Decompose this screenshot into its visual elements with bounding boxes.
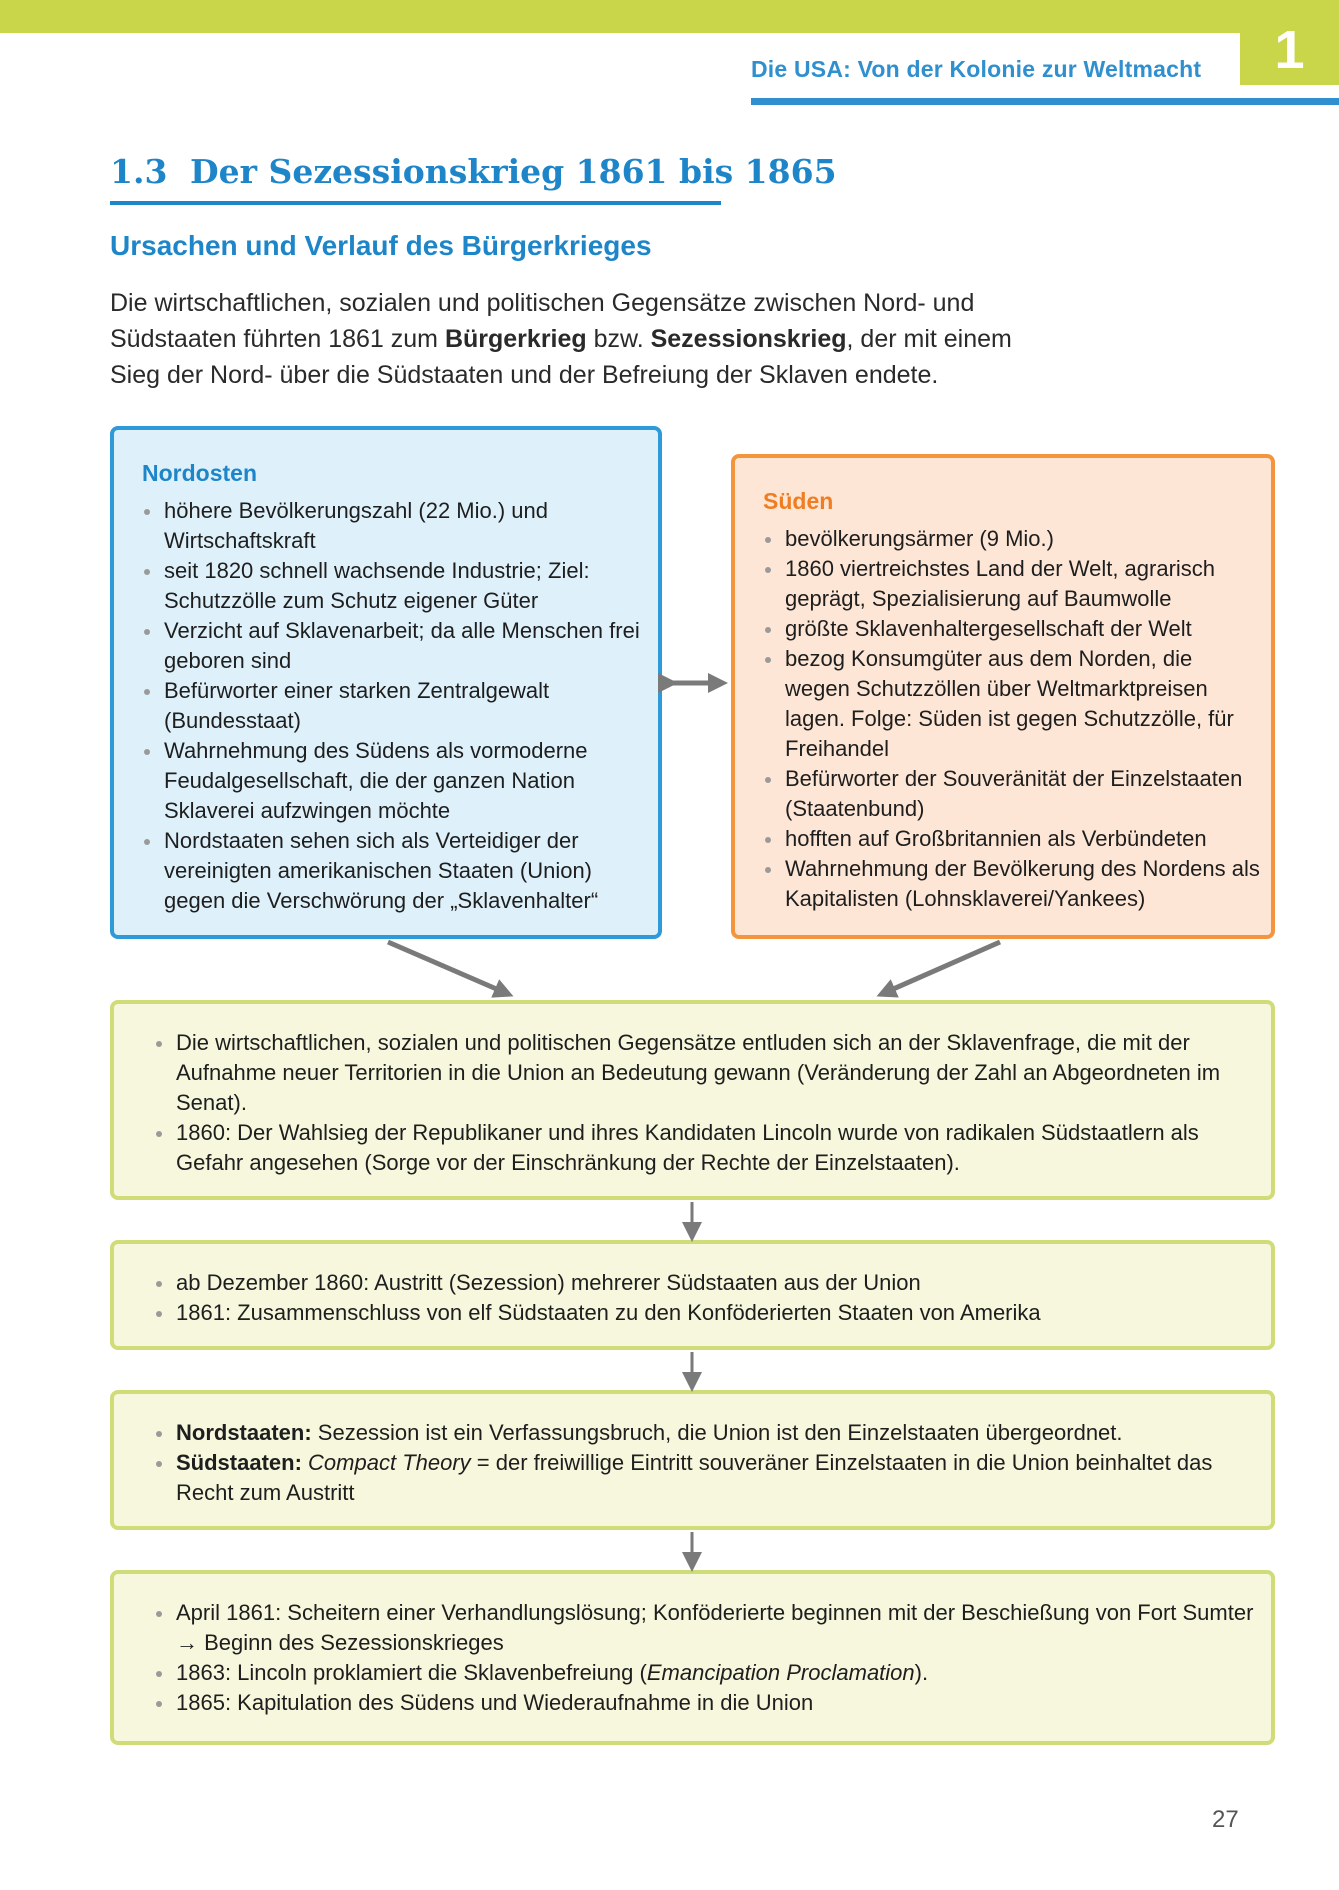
south-heading: Süden — [763, 488, 834, 514]
intro-bold-2: Sezessionskrieg — [650, 325, 847, 353]
list-item: 1860 viertreichstes Land der Welt, agrarisch geprägt, Spezialisierung auf Baumwolle — [763, 554, 1263, 614]
intro-text-2: bzw. — [586, 325, 651, 353]
north-heading: Nordosten — [142, 460, 257, 486]
list-item: Befürworter der Souveränität der Einzelstaaten (Staatenbund) — [763, 764, 1263, 824]
list-item: Wahrnehmung der Bevölkerung des Nordens als Kapitalisten (Lohnsklaverei/Yankees) — [763, 854, 1263, 914]
list-item: Befürworter einer starken Zentralgewalt (Bundesstaat) — [142, 676, 642, 736]
section-title-text: Der Sezessionskrieg 1861 bis 1865 — [190, 152, 837, 191]
list-item: Verzicht auf Sklavenarbeit; da alle Menschen frei geboren sind — [142, 616, 642, 676]
intro-text-3: , der mit einem Sieg der Nord- über die Südstaaten und der Befreiung der Sklaven endete. — [110, 325, 1012, 389]
arrow-north-down-icon — [388, 942, 508, 994]
text-nordstaaten: Sezession ist ein Verfassungsbruch, die Union ist den Einzelstaaten übergeordnet. — [311, 1420, 1123, 1445]
text-1863-post: ). — [914, 1660, 929, 1685]
section-number: 1.3 — [110, 152, 168, 191]
list-item: 1860: Der Wahlsieg der Republikaner und ihres Kandidaten Lincoln wurde von radikalen Südstaatlern als Gefahr angesehen (Sorge vor der Einschränkung der Rechte der Einzelstaaten). — [154, 1118, 1254, 1178]
chapter-number-tab: 1 — [1240, 0, 1339, 85]
term-compact-theory: Compact Theory — [308, 1450, 471, 1475]
intro-bold-1: Bürgerkrieg — [444, 325, 587, 353]
text-suedstaaten: = der freiwillige Eintritt souveräner Einzelstaaten in die Union beinhaltet das Recht zum Austritt — [176, 1450, 1213, 1505]
list-item: 1865: Kapitulation des Südens und Wiederaufnahme in die Union — [154, 1688, 1254, 1718]
list-item: größte Sklavenhaltergesellschaft der Welt — [763, 614, 1263, 644]
arrow-south-down-icon — [882, 942, 1000, 994]
list-item: bevölkerungsärmer (9 Mio.) — [763, 524, 1263, 554]
page-number: 27 — [1212, 1806, 1239, 1833]
list-item: seit 1820 schnell wachsende Industrie; Ziel: Schutzzölle zum Schutz eigener Güter — [142, 556, 642, 616]
list-item: Die wirtschaftlichen, sozialen und politischen Gegensätze entluden sich an der Sklavenfrage, die mit der Aufnahme neuer Territorien in die Union an Bedeutung gewann (Veränderung der Zahl an Abgeordneten im Senat). — [154, 1028, 1254, 1118]
label-nordstaaten: Nordstaaten: — [176, 1420, 312, 1445]
list-item: hofften auf Großbritannien als Verbündeten — [763, 824, 1263, 854]
label-suedstaaten: Südstaaten: — [176, 1450, 302, 1475]
list-item: April 1861: Scheitern einer Verhandlungslösung; Konföderierte beginnen mit der Beschießung von Fort Sumter → Beginn des Sezessionskrieges — [154, 1598, 1254, 1658]
list-item: höhere Bevölkerungszahl (22 Mio.) und Wirtschaftskraft — [142, 496, 642, 556]
list-item: 1861: Zusammenschluss von elf Südstaaten zu den Konföderierten Staaten von Amerika — [154, 1298, 1254, 1328]
list-item: Wahrnehmung des Südens als vormoderne Feudalgesellschaft, die der ganzen Nation Sklaverei aufzwingen möchte — [142, 736, 642, 826]
running-title: Die USA: Von der Kolonie zur Weltmacht — [751, 56, 1202, 82]
intro-text-1: Die wirtschaftlichen, sozialen und politischen Gegensätze zwischen Nord- und Südstaaten führten 1861 zum — [110, 289, 975, 353]
list-item: Nordstaaten sehen sich als Verteidiger der vereinigten amerikanischen Staaten (Union) gegen die Verschwörung der „Sklavenhalter“ — [142, 826, 642, 916]
text-1863-pre: 1863: Lincoln proklamiert die Sklavenbefreiung ( — [176, 1660, 647, 1685]
list-item: bezog Konsumgüter aus dem Norden, die wegen Schutzzöllen über Weltmarktpreisen lagen. Folge: Süden ist gegen Schutzzölle, für Freihandel — [763, 644, 1263, 764]
subheading: Ursachen und Verlauf des Bürgerkrieges — [110, 230, 652, 261]
list-item: ab Dezember 1860: Austritt (Sezession) mehrerer Südstaaten aus der Union — [154, 1268, 1254, 1298]
term-emancipation: Emancipation Proclamation — [646, 1660, 915, 1685]
